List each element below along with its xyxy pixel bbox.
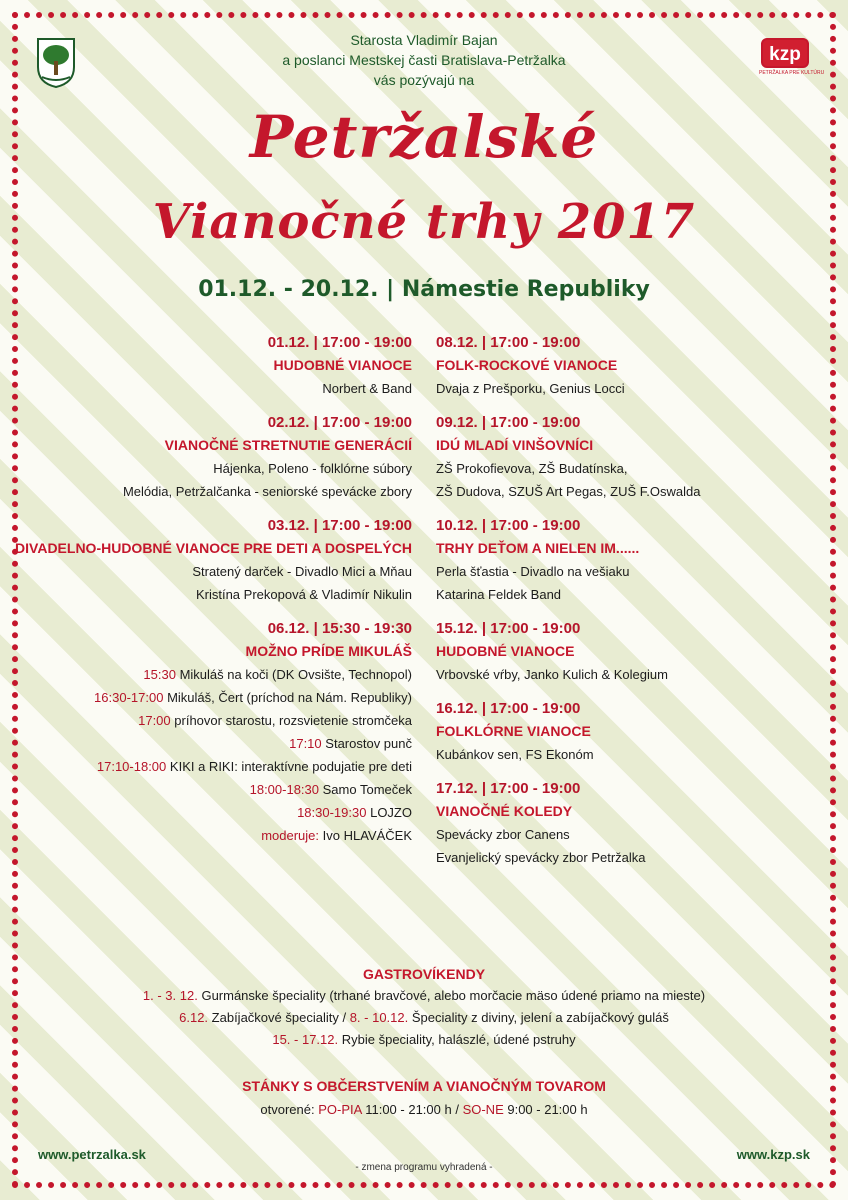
program-time: 17:10: [289, 736, 322, 751]
gastro-heading: GASTROVÍKENDY: [362, 966, 486, 982]
program-text: KIKI a RIKI: interaktívne podujatie pre deti: [169, 759, 412, 774]
left-program-column: [15, 331, 412, 858]
event-block: [15, 331, 412, 400]
event-name: VIANOČNÉ STRETNUTIE GENERÁCIÍ: [164, 437, 412, 453]
event-performer: Spevácky zbor Canens: [436, 827, 570, 842]
event-performer: Evanjelický spevácky zbor Petržalka: [436, 850, 646, 865]
event-name: VIANOČNÉ KOLEDY: [436, 803, 573, 819]
invitation-line-1: Starosta Vladimír Bajan: [350, 32, 498, 48]
program-change-note: - zmena programu vyhradená -: [355, 1162, 493, 1173]
event-date: 03.12. | 17:00 - 19:00: [267, 517, 412, 534]
gastro-section: [0, 963, 848, 1051]
program-time: moderuje:: [261, 828, 320, 843]
event-name: TRHY DEŤOM A NIELEN IM......: [436, 540, 640, 556]
gastro-line: [0, 985, 848, 1007]
program-line: [15, 732, 412, 755]
program-time: 18:00-18:30: [249, 782, 320, 797]
event-date: 06.12. | 15:30 - 19:30: [267, 620, 412, 637]
event-name: HUDOBNÉ VIANOCE: [273, 357, 412, 373]
gastro-date: 6.12.: [179, 1010, 209, 1025]
event-performer: Katarina Feldek Band: [436, 587, 562, 602]
invitation-header: [0, 30, 848, 90]
invitation-line-2: a poslanci Mestskej časti Bratislava-Petržalka: [282, 52, 566, 68]
event-block: [436, 777, 700, 869]
gastro-text: Špeciality z diviny, jelení a zabíjačkový guláš: [411, 1010, 669, 1025]
program-text: Mikuláš na koči (DK Ovsište, Technopol): [179, 667, 412, 682]
event-name: HUDOBNÉ VIANOCE: [436, 643, 575, 659]
stalls-hours: [0, 1098, 848, 1121]
program-text: LOJZO: [370, 805, 412, 820]
program-text: Ivo HLAVÁČEK: [322, 828, 412, 843]
program-text: príhovor starostu, rozsvietenie stromčeka: [174, 713, 412, 728]
event-performer: Kubánkov sen, FS Ekonóm: [436, 747, 594, 762]
kzp-logo-subtext: PETRŽALKA PRE KULTÚRU: [759, 70, 825, 76]
program-line: [15, 755, 412, 778]
program-line: [15, 824, 412, 847]
event-date: 10.12. | 17:00 - 19:00: [436, 517, 581, 534]
gastro-date: 8. - 10.12.: [349, 1010, 409, 1025]
event-title-line-2: Vianočné trhy 2017: [152, 194, 696, 250]
program-text: Mikuláš, Čert (príchod na Nám. Republiky): [167, 690, 412, 705]
event-performer: Stratený darček - Divadlo Mici a Mňau: [192, 564, 412, 579]
program-line: [15, 686, 412, 709]
kzp-website-link[interactable]: www.kzp.sk: [736, 1147, 810, 1162]
event-date: 15.12. | 17:00 - 19:00: [436, 620, 581, 637]
event-name: DIVADELNO-HUDOBNÉ VIANOCE PRE DETI A DOSPELÝCH: [15, 540, 412, 556]
stalls-weekday-hours: 11:00 - 21:00 h /: [365, 1102, 459, 1117]
event-date: 02.12. | 17:00 - 19:00: [267, 414, 412, 431]
gastro-text: Gurmánske špeciality (trhané bravčové, alebo morčacie mäso údené priamo na mieste): [201, 988, 706, 1003]
event-block: [436, 697, 700, 766]
gastro-line: [0, 1029, 848, 1051]
event-name: MOŽNO PRÍDE MIKULÁŠ: [245, 643, 412, 659]
program-line: [15, 778, 412, 801]
event-date: 08.12. | 17:00 - 19:00: [436, 334, 581, 351]
gastro-date: 1. - 3. 12.: [142, 988, 198, 1003]
program-time: 16:30-17:00: [94, 690, 164, 705]
event-performer: Hájenka, Poleno - folklórne súbory: [213, 461, 412, 476]
event-performer: ZŠ Dudova, SZUŠ Art Pegas, ZUŠ F.Oswalda: [436, 484, 701, 499]
event-title-line-1: Petržalské: [249, 103, 599, 171]
gastro-text: Rybie špeciality, halászlé, údené pstruhy: [341, 1032, 576, 1047]
petrzalka-website-link[interactable]: www.petrzalka.sk: [38, 1147, 146, 1162]
program-time: 15:30: [143, 667, 176, 682]
kzp-logo-text: kzp: [761, 38, 809, 68]
program-time: 17:10-18:00: [96, 759, 167, 774]
event-performer: Dvaja z Prešporku, Genius Locci: [436, 381, 625, 396]
stalls-weekend-hours: 9:00 - 21:00 h: [507, 1102, 588, 1117]
event-name: FOLKLÓRNE VIANOCE: [436, 723, 591, 739]
event-name: FOLK-ROCKOVÉ VIANOCE: [436, 357, 618, 373]
program-text: Starostov punč: [325, 736, 412, 751]
event-date: 17.12. | 17:00 - 19:00: [436, 780, 581, 797]
event-date: 09.12. | 17:00 - 19:00: [436, 414, 581, 431]
stalls-section: [0, 1075, 848, 1121]
event-block: [15, 411, 412, 503]
event-performer: Kristína Prekopová & Vladimír Nikulin: [195, 587, 412, 602]
event-date-place: 01.12. - 20.12. | Námestie Republiky: [198, 277, 650, 302]
gastro-line: [0, 1007, 848, 1029]
event-performer: Perla šťastia - Divadlo na vešiaku: [436, 564, 630, 579]
event-performer: Vrbovské vŕby, Janko Kulich & Kolegium: [436, 667, 668, 682]
event-performer: ZŠ Prokofievova, ZŠ Budatínska,: [436, 461, 628, 476]
event-performer: Melódia, Petržalčanka - seniorské spevácke zbory: [122, 484, 412, 499]
event-block: [436, 411, 700, 503]
event-block-mikulas: [15, 617, 412, 847]
gastro-text: Zabíjačkové špeciality /: [211, 1010, 347, 1025]
stalls-heading: STÁNKY S OBČERSTVENÍM A VIANOČNÝM TOVAROM: [242, 1078, 606, 1094]
event-block: [436, 514, 700, 606]
event-block: [436, 331, 700, 400]
stalls-weekday-label: PO-PIA: [318, 1102, 362, 1117]
event-name: IDÚ MLADÍ VINŠOVNÍCI: [436, 437, 594, 453]
program-time: 18:30-19:30: [297, 805, 367, 820]
event-date: 01.12. | 17:00 - 19:00: [267, 334, 412, 351]
program-text: Samo Tomeček: [322, 782, 412, 797]
event-block: [436, 617, 700, 686]
gastro-date: 15. - 17.12.: [272, 1032, 339, 1047]
stalls-open-label: otvorené:: [260, 1102, 315, 1117]
event-date: 16.12. | 17:00 - 19:00: [436, 700, 581, 717]
program-line: [15, 663, 412, 686]
event-performer: Norbert & Band: [322, 381, 412, 396]
program-time: 17:00: [138, 713, 171, 728]
right-program-column: [436, 331, 700, 880]
program-line: [15, 709, 412, 732]
stalls-weekend-label: SO-NE: [462, 1102, 504, 1117]
invitation-line-3: vás pozývajú na: [373, 72, 475, 88]
program-line: [15, 801, 412, 824]
event-block: [15, 514, 412, 606]
